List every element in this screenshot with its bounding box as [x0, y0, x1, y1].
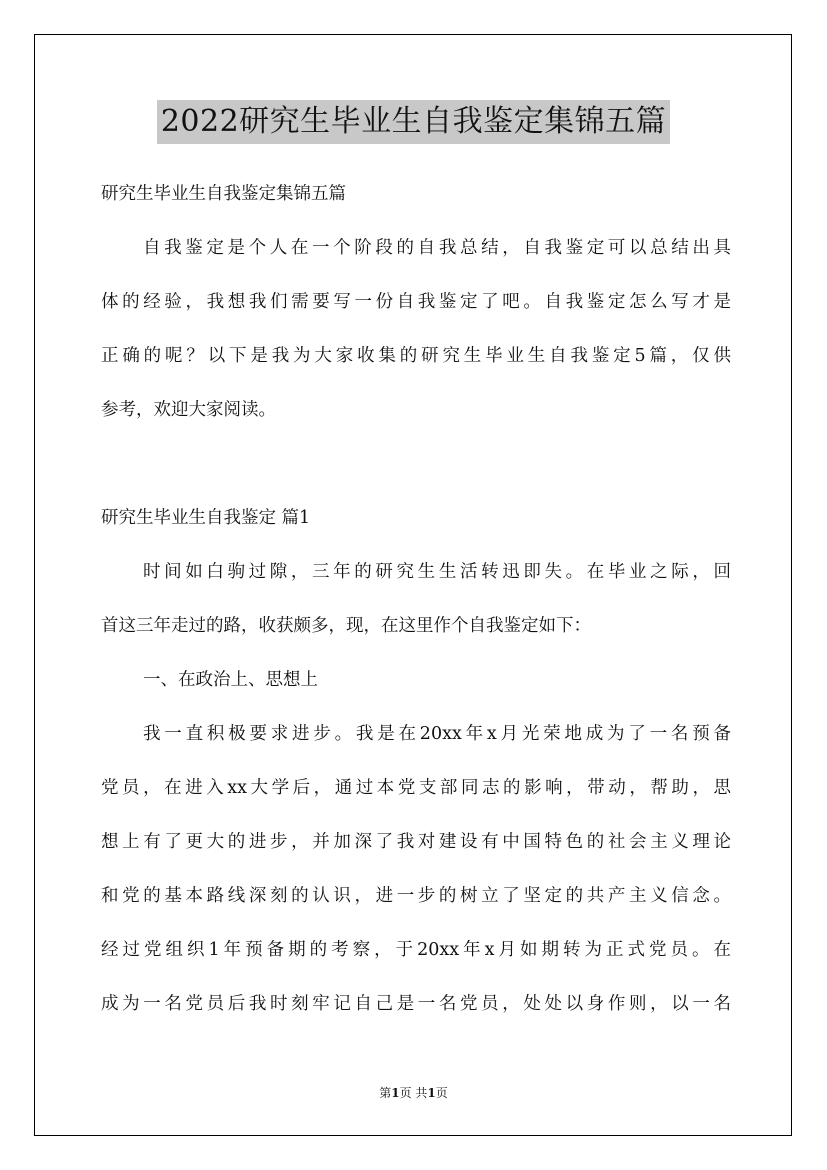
- footer-suffix: 页: [435, 1086, 448, 1100]
- document-title: 2022研究生毕业生自我鉴定集锦五篇: [157, 100, 670, 144]
- page-footer: [0, 1084, 827, 1101]
- footer-prefix: 第: [379, 1086, 392, 1100]
- footer-total-pages: 1: [427, 1086, 436, 1100]
- section-heading: 研究生毕业生自我鉴定 篇1: [101, 508, 311, 528]
- body-line-6: 成为一名党员后我时刻牢记自己是一名党员，处处以身作则，以一名: [101, 994, 731, 1014]
- footer-mid: 页 共: [399, 1086, 428, 1100]
- body-line-5: 经过党组织1年预备期的考察，于20xx年x月如期转为正式党员。在: [101, 940, 731, 960]
- body-line-4: 和党的基本路线深刻的认识，进一步的树立了坚定的共产主义信念。: [101, 886, 731, 906]
- body-line-1: 我一直积极要求进步。我是在20xx年x月光荣地成为了一名预备: [143, 724, 731, 744]
- body-line-2: 党员，在进入xx大学后，通过本党支部同志的影响，带动，帮助，思: [101, 778, 731, 798]
- section-line-2: 首这三年走过的路，收获颇多，现，在这里作个自我鉴定如下：: [101, 616, 591, 636]
- document-subtitle: 研究生毕业生自我鉴定集锦五篇: [101, 184, 346, 204]
- title-wrapper: [0, 100, 827, 144]
- intro-line-3: 正确的呢？以下是我为大家收集的研究生毕业生自我鉴定5篇，仅供: [101, 346, 731, 366]
- footer-page-number: 1: [391, 1086, 400, 1100]
- body-line-3: 想上有了更大的进步，并加深了我对建设有中国特色的社会主义理论: [101, 832, 731, 852]
- sub-heading: 一、在政治上、思想上: [143, 670, 318, 690]
- section-line-1: 时间如白驹过隙，三年的研究生生活转迅即失。在毕业之际，回: [143, 562, 731, 582]
- intro-line-4: 参考，欢迎大家阅读。: [101, 400, 276, 420]
- intro-line-1: 自我鉴定是个人在一个阶段的自我总结，自我鉴定可以总结出具: [143, 238, 731, 258]
- intro-line-2: 体的经验，我想我们需要写一份自我鉴定了吧。自我鉴定怎么写才是: [101, 292, 731, 312]
